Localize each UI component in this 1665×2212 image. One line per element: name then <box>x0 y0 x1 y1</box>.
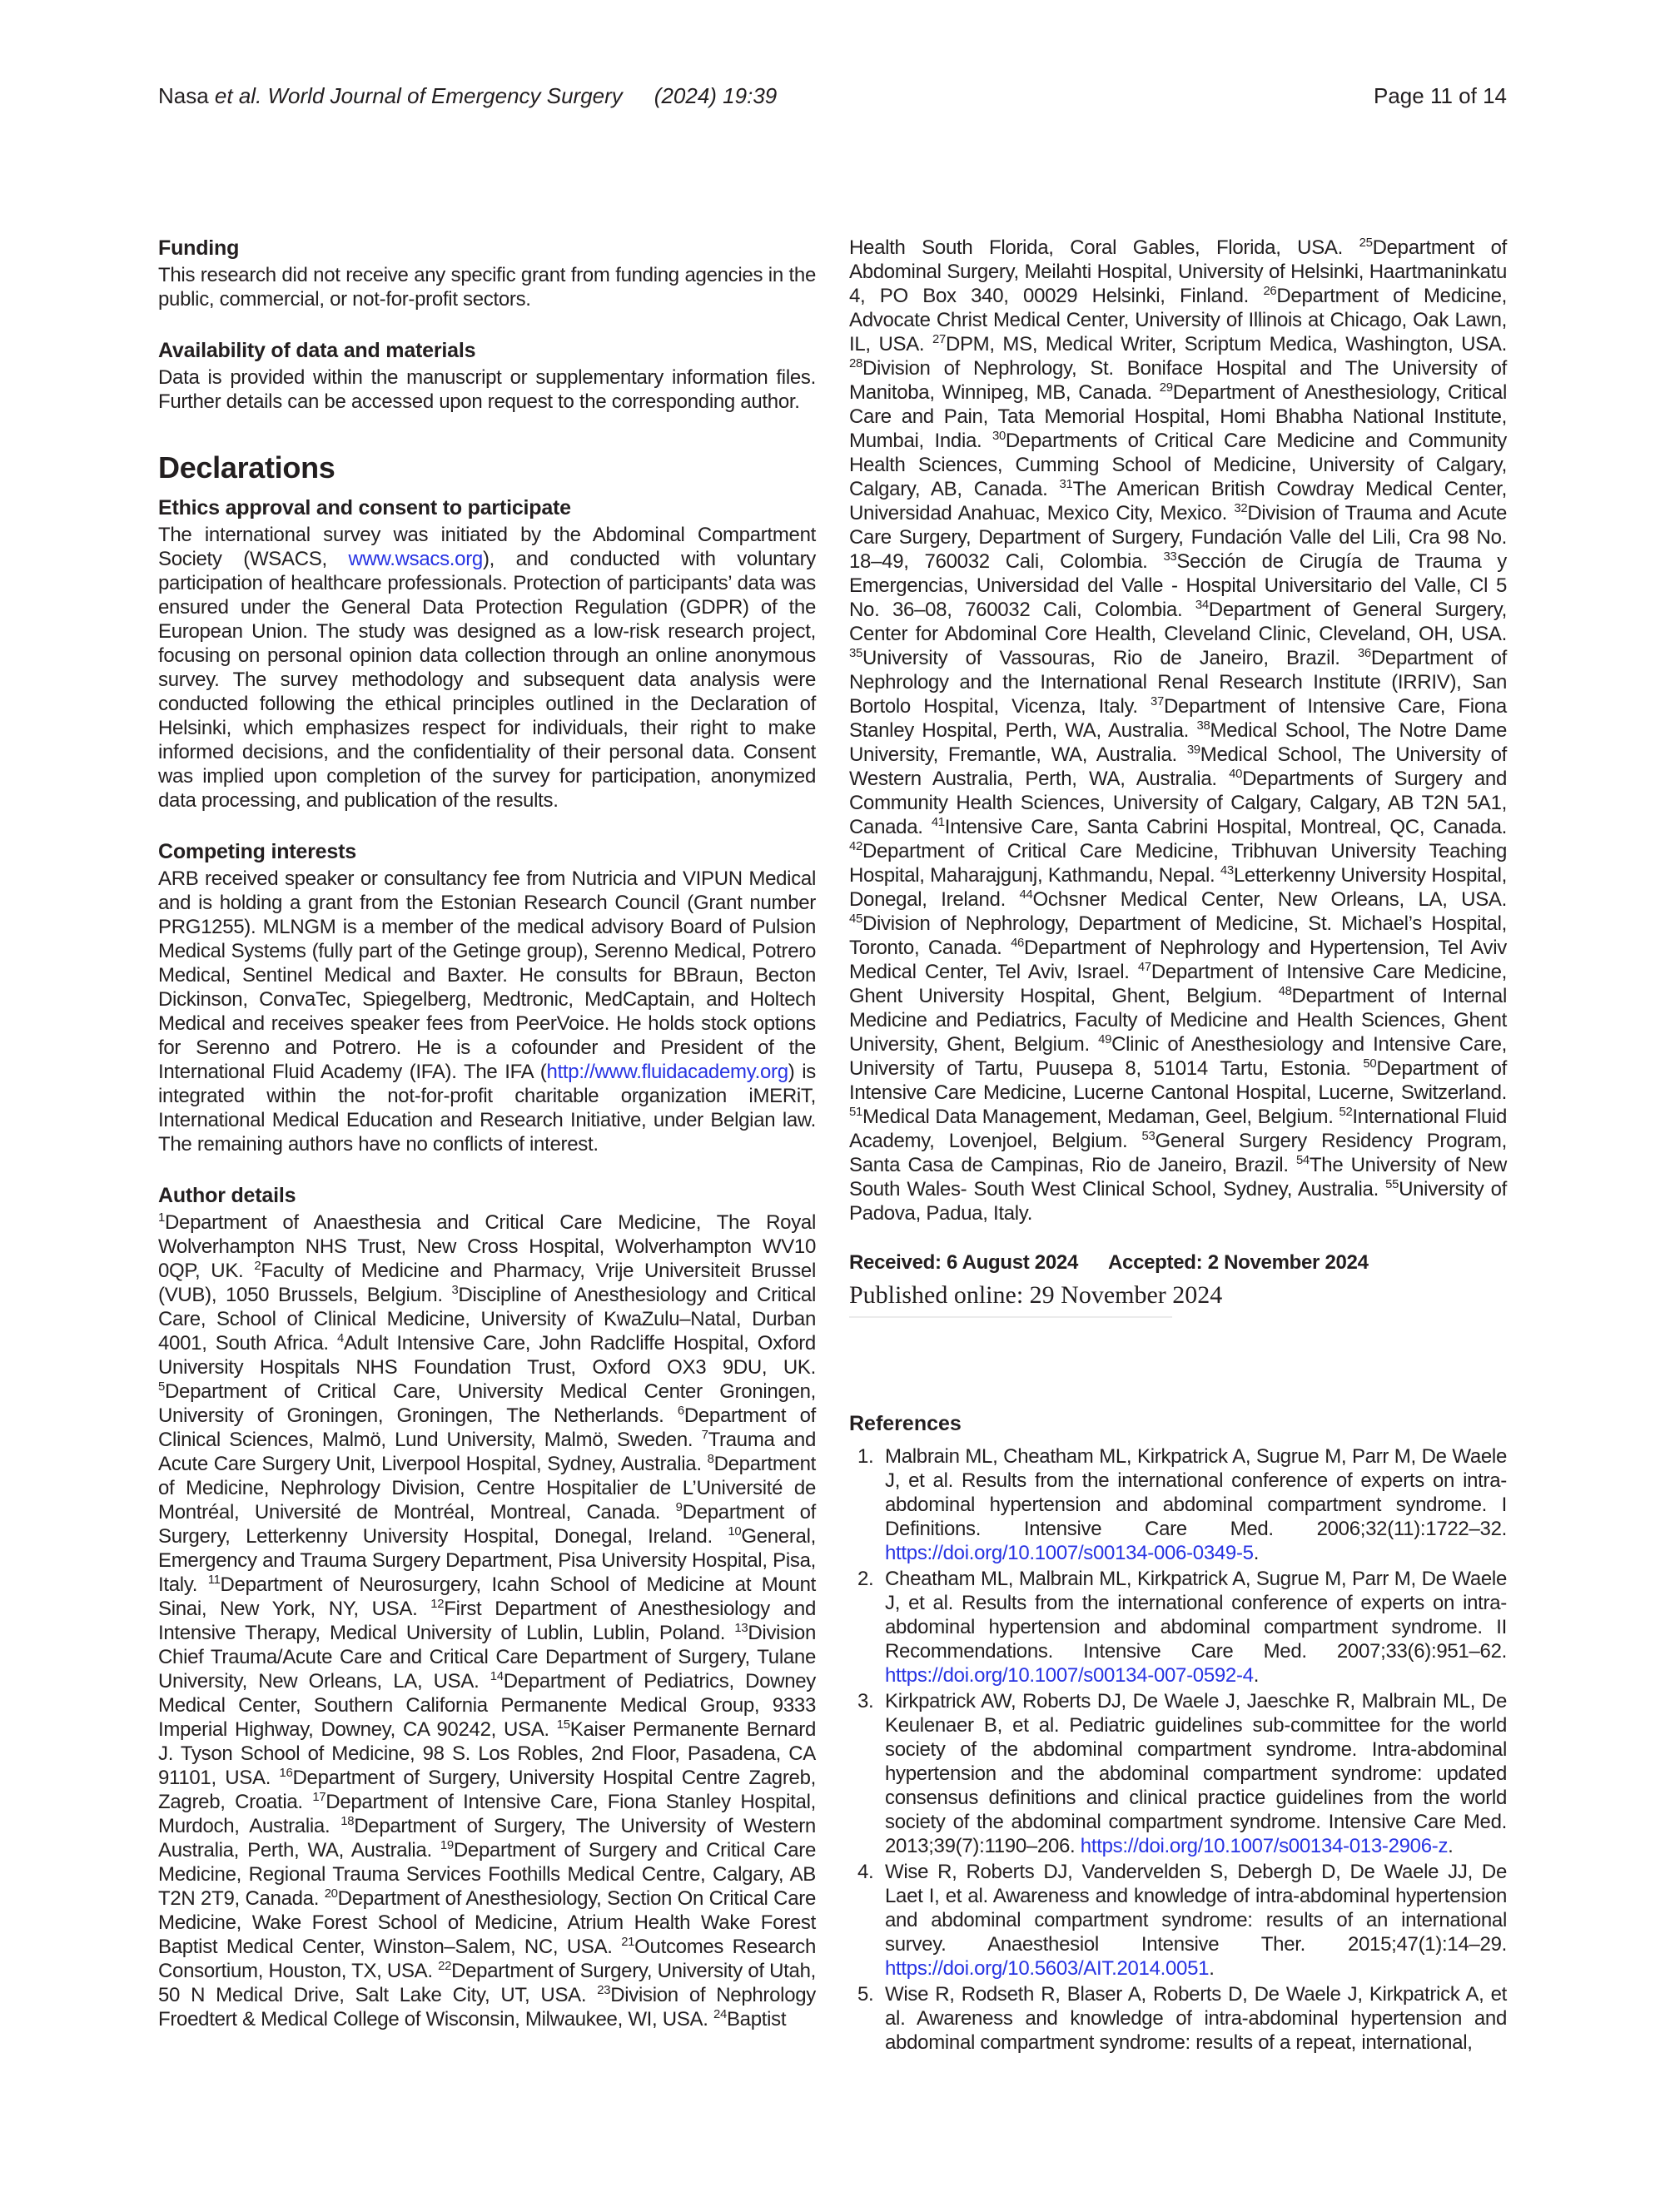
affiliation-superscript: 46 <box>1011 937 1025 950</box>
affiliation-superscript: 29 <box>1159 381 1173 395</box>
affiliation-superscript: 19 <box>440 1839 454 1852</box>
reference-item <box>849 1689 1507 1858</box>
availability-heading: Availability of data and materials <box>158 339 476 362</box>
funding-text: This research did not receive any specific grant from funding agencies in the public, commercial, or not-for-profit sectors. <box>158 264 816 311</box>
affiliation-superscript: 42 <box>849 840 862 853</box>
reference-number: 4. <box>857 1861 874 1883</box>
citation-authors: Nasa <box>158 83 215 108</box>
affiliation-superscript: 13 <box>734 1622 748 1635</box>
reference-item <box>849 1982 1507 2055</box>
right-column <box>849 236 1507 2056</box>
affiliation-superscript: 32 <box>1234 502 1248 515</box>
affiliation-superscript: 33 <box>1163 550 1177 564</box>
affiliation-superscript: 20 <box>324 1887 338 1901</box>
affiliation-superscript: 44 <box>1019 888 1033 902</box>
affiliation-superscript: 9 <box>675 1501 683 1514</box>
page-number: Page 11 of 14 <box>1374 83 1507 108</box>
affiliation-superscript: 49 <box>1098 1033 1112 1046</box>
affiliation-superscript: 40 <box>1229 768 1243 781</box>
affiliation-superscript: 34 <box>1195 599 1209 612</box>
reference-item <box>849 1860 1507 1981</box>
external-link[interactable]: https://doi.org/10.1007/s00134-006-0349-5 <box>885 1542 1254 1564</box>
received-accepted-line <box>849 1250 1507 1275</box>
affiliation-superscript: 27 <box>932 333 946 346</box>
affiliation-superscript: 17 <box>312 1791 326 1804</box>
affiliation-superscript: 24 <box>713 2008 727 2021</box>
affiliation-superscript: 35 <box>849 647 862 660</box>
affiliation-superscript: 18 <box>340 1815 355 1828</box>
affiliation-superscript: 15 <box>556 1718 570 1732</box>
affiliation-superscript: 54 <box>1295 1154 1310 1167</box>
availability-text: Data is provided within the manuscript or supplementary information files. Further details can be accessed upon request to the corresponding author. <box>158 366 816 413</box>
affiliation-superscript: 36 <box>1357 647 1371 660</box>
affiliation-superscript: 23 <box>597 1984 611 1997</box>
citation-issue: (2024) 19:39 <box>654 83 778 108</box>
affiliation-superscript: 21 <box>621 1936 635 1949</box>
affiliation-superscript: 48 <box>1278 985 1292 998</box>
external-link[interactable]: https://doi.org/10.5603/AIT.2014.0051 <box>885 1957 1210 1980</box>
affiliation-superscript: 6 <box>677 1404 684 1418</box>
affiliation-superscript: 53 <box>1141 1130 1156 1143</box>
reference-text: Wise R, Rodseth R, Blaser A, Roberts D, De Waele J, Kirkpatrick A, et al. Awareness and knowledge of intra-abdominal hypertension and abdominal compartment syndrome: results of a repeat, international, <box>885 1983 1507 2054</box>
references-heading: References <box>849 1412 962 1435</box>
author-details-heading: Author details <box>158 1184 296 1207</box>
affiliation-superscript: 51 <box>849 1106 862 1119</box>
author-details-text-part2: Health South Florida, Coral Gables, Florida, USA. $^{25}$Department of Abdominal Surgery, Meilahti Hospital, University of Helsinki, Haartmaninkatu 4, PO Box 340, 00029 Helsinki, Finland. $^{26}$Department of Medicine, Advocate Christ Medical Center, University of Illinois at Chicago, Oak Lawn, IL, USA. $^{27}$DPM, MS, Medical Writer, Scriptum Medica, Washington, USA. $^{28}$Division of Nephrology, St. Boniface Hospital and The University of Manitoba, Winnipeg, MB, Canada. $^{29}$Department of Anesthesiology, Critical Care and Pain, Tata Memorial Hospital, Homi Bhabha National Institute, Mumbai, India. $^{30}$Departments of Critical Care Medicine and Community Health Sciences, Cumming School of Medicine, University of Calgary, Calgary, AB, Canada. $^{31}$The American British Cowdray Medical Center, Universidad Anahuac, Mexico City, Mexico. $^{32}$Division of Trauma and Acute Care Surgery, Department of Surgery, Fundación Valle del Lili, Cra 98 No. 18–49, 760032 Cali, Colombia. $^{33}$Sección de Cirugía de Trauma y Emergencias, Universidad del Valle - Hospital Universitario del Valle, Cl 5 No. 36–08, 760032 Cali, Colombia. $^{34}$Department of General Surgery, Center for Abdominal Core Health, Cleveland Clinic, Cleveland, OH, USA. $^{35}$University of Vassouras, Rio de Janeiro, Brazil. $^{36}$Department of Nephrology and the International Renal Research Institute (IRRIV), San Bortolo Hospital, Vicenza, Italy. $^{37}$Department of Intensive Care, Fiona Stanley Hospital, Perth, WA, Australia. $^{38}$Medical School, The Notre Dame University, Fremantle, WA, Australia. $^{39}$Medical School, The University of Western Australia, Perth, WA, Australia. $^{40}$Departments of Surgery and Community Health Sciences, University of Calgary, Calgary, AB T2N 5A1, Canada. $^{41}$Intensive Care, Santa Cabrini Hospital, Montreal, QC, Canada. $^{42}$Department of Critical Care Medicine, Tribhuvan University Teaching Hospital, Maharajgunj, Kathmandu, Nepal. $^{43}$Letterkenny University Hospital, Donegal, Ireland. $^{44}$Ochsner Medical Center, New Orleans, LA, USA. $^{45}$Division of Nephrology, Department of Medicine, St. Michael’s Hospital, Toronto, Canada. $^{46}$Department of Nephrology and Hypertension, Tel Aviv Medical Center, Tel Aviv, Israel. $^{47}$Department of Intensive Care Medicine, Ghent University Hospital, Ghent, Belgium. $^{48}$Department of Internal Medicine and Pediatrics, Faculty of Medicine and Health Sciences, Ghent University, Ghent, Belgium. $^{49}$Clinic of Anesthesiology and Intensive Care, University of Tartu, Puusepa 8, 51014 Tartu, Estonia. $^{50}$Department of Intensive Care Medicine, Lucerne Cantonal Hospital, Lucerne, Switzerland. $^{51}$Medical Data Management, Medaman, Geel, Belgium. $^{52}$International Fluid Academy, Lovenjoel, Belgium. $^{53}$General Surgery Residency Program, Santa Casa de Campinas, Rio de Janeiro, Brazil. $^{54}$The University of New South Wales- South West Clinical School, Sydney, Australia. $^{55}$University of Padova, Padua, Italy. <box>849 236 1508 1225</box>
published-online-date: Published online: 29 November 2024 <box>849 1281 1223 1309</box>
reference-text: Malbrain ML, Cheatham ML, Kirkpatrick A, Sugrue M, Parr M, De Waele J, et al. Results from the international conference of experts on intra-abdominal hypertension and abdominal compartment syndrome. I Definitions. Intensive Care Med. 2006;32(11):1722–32. https://doi.org/10.1007/s00134-006-0349-5. <box>885 1445 1507 1564</box>
received-date: Received: 6 August 2024 <box>849 1251 1078 1274</box>
published-divider <box>849 1316 1172 1318</box>
reference-text: Wise R, Roberts DJ, Vandervelden S, Debergh D, De Waele JJ, De Laet I, et al. Awareness and knowledge of intra-abdominal hypertension and abdominal compartment syndrome: results of an international survey. Anaesthesiol Intensive Ther. 2015;47(1):14–29. https://doi.org/10.5603/AIT.2014.0051. <box>885 1861 1507 1980</box>
affiliation-superscript: 25 <box>1359 236 1373 250</box>
competing-interests-heading: Competing interests <box>158 840 356 863</box>
left-column <box>158 236 816 2056</box>
affiliation-superscript: 14 <box>490 1670 504 1683</box>
affiliation-superscript: 10 <box>728 1525 742 1538</box>
two-column-body <box>158 236 1507 2056</box>
reference-number: 2. <box>857 1568 874 1590</box>
affiliation-superscript: 11 <box>207 1573 221 1587</box>
affiliation-superscript: 5 <box>158 1380 165 1394</box>
reference-number: 1. <box>857 1445 874 1468</box>
external-link[interactable]: https://doi.org/10.1007/s00134-013-2906-z <box>1080 1835 1449 1857</box>
funding-heading: Funding <box>158 236 240 260</box>
affiliation-superscript: 16 <box>279 1767 293 1780</box>
affiliation-superscript: 2 <box>254 1260 261 1273</box>
declarations-heading: Declarations <box>158 450 335 485</box>
affiliation-superscript: 41 <box>931 816 945 829</box>
references-list <box>849 1444 1507 2055</box>
reference-text: Cheatham ML, Malbrain ML, Kirkpatrick A, Sugrue M, Parr M, De Waele J, et al. Results from the international conference of experts on intra-abdominal hypertension and abdominal compartment syndrome. II Recommendations. Intensive Care Med. 2007;33(6):951–62. https://doi.org/10.1007/s00134-007-0592-4. <box>885 1568 1507 1687</box>
reference-number: 3. <box>857 1690 874 1712</box>
affiliation-superscript: 45 <box>849 912 862 926</box>
ethics-text: The international survey was initiated by the Abdominal Compartment Society (WSACS, www.wsacs.org), and conducted with voluntary participation of healthcare professionals. Protection of participants’ data was ensured under the General Data Protection Regulation (GDPR) of the European Union. The study was designed as a low-risk research project, focusing on personal opinion data collection through an online anonymous survey. The survey methodology and subsequent data analysis were conducted following the ethical principles outlined in the Declaration of Helsinki, which emphasizes respect for individuals, their right to make informed decisions, and the confidentiality of their personal data. Consent was implied upon completion of the survey for participation, anonymized data processing, and publication of the results. <box>158 524 816 812</box>
external-link[interactable]: www.wsacs.org <box>348 548 483 570</box>
affiliation-superscript: 43 <box>1220 864 1234 877</box>
affiliation-superscript: 39 <box>1186 743 1200 757</box>
affiliation-superscript: 47 <box>1137 961 1151 974</box>
affiliation-superscript: 22 <box>438 1960 452 1973</box>
ethics-heading: Ethics approval and consent to participate <box>158 496 571 519</box>
external-link[interactable]: http://www.fluidacademy.org <box>546 1061 788 1083</box>
competing-interests-text: ARB received speaker or consultancy fee from Nutricia and VIPUN Medical and is holding a grant from the Estonian Research Council (Grant number PRG1255). MLNGM is a member of the medical advisory Board of Pulsion Medical Systems (fully part of the Getinge group), Serenno Medical, Potrero Medical, Sentinel Medical and Baxter. He consults for BBraun, Becton Dickinson, ConvaTec, Spiegelberg, Medtronic, MedCaptain, and Holtech Medical and receives speaker fees from PeerVoice. He holds stock options for Serenno and Potrero. He is a cofounder and President of the International Fluid Academy (IFA). The IFA (http://www.fluidacademy.org) is integrated within the not-for-profit charitable organization iMERiT, International Medical Education and Research Initiative, under Belgian law. The remaining authors have no conflicts of interest. <box>158 867 817 1156</box>
accepted-date: Accepted: 2 November 2024 <box>1108 1251 1369 1274</box>
affiliation-superscript: 31 <box>1059 478 1073 491</box>
affiliation-superscript: 55 <box>1385 1178 1399 1191</box>
reference-item <box>849 1444 1507 1565</box>
affiliation-superscript: 52 <box>1339 1106 1353 1119</box>
affiliation-superscript: 38 <box>1196 719 1210 733</box>
affiliation-superscript: 26 <box>1263 285 1277 298</box>
affiliation-superscript: 37 <box>1151 695 1164 708</box>
reference-number: 5. <box>857 1983 874 2006</box>
affiliation-superscript: 1 <box>158 1211 165 1225</box>
affiliation-superscript: 8 <box>707 1453 714 1466</box>
running-citation <box>158 83 777 108</box>
affiliation-superscript: 3 <box>451 1284 459 1297</box>
author-details-text-part1: $^1$Department of Anaesthesia and Critical Care Medicine, The Royal Wolverhampton NHS Trust, New Cross Hospital, Wolverhampton WV10 0QP, UK. $^2$Faculty of Medicine and Pharmacy, Vrije Universiteit Brussel (VUB), 1050 Brussels, Belgium. $^3$Discipline of Anesthesiology and Critical Care, School of Clinical Medicine, University of KwaZulu–Natal, Durban 4001, South Africa. $^4$Adult Intensive Care, John Radcliffe Hospital, Oxford University Hospitals NHS Foundation Trust, Oxford OX3 9DU, UK. $^5$Department of Critical Care, University Medical Center Groningen, University of Groningen, Groningen, The Netherlands. $^6$Department of Clinical Sciences, Malmö, Lund University, Malmö, Sweden. $^7$Trauma and Acute Care Surgery Unit, Liverpool Hospital, Sydney, Australia. $^8$Department of Medicine, Nephrology Division, Centre Hospitalier de L’Université de Montréal, Université de Montréal, Montreal, Canada. $^9$Department of Surgery, Letterkenny University Hospital, Donegal, Ireland. $^{10}$General, Emergency and Trauma Surgery Department, Pisa University Hospital, Pisa, Italy. $^{11}$Department of Neurosurgery, Icahn School of Medicine at Mount Sinai, New York, NY, USA. $^{12}$First Department of Anesthesiology and Intensive Therapy, Medical University of Lublin, Lublin, Poland. $^{13}$Division Chief Trauma/Acute Care and Critical Care Department of Surgery, Tulane University, New Orleans, LA, USA. $^{14}$Department of Pediatrics, Downey Medical Center, Southern California Permanente Medical Group, 9333 Imperial Highway, Downey, CA 90242, USA. $^{15}$Kaiser Permanente Bernard J. Tyson School of Medicine, 98 S. Los Robles, 2nd Floor, Pasadena, CA 91101, USA. $^{16}$Department of Surgery, University Hospital Centre Zagreb, Zagreb, Croatia. $^{17}$Department of Intensive Care, Fiona Stanley Hospital, Murdoch, Australia. $^{18}$Department of Surgery, The University of Western Australia, Perth, WA, Australia. $^{19}$Department of Surgery and Critical Care Medicine, Regional Trauma Services Foothills Medical Centre, Calgary, AB T2N 2T9, Canada. $^{20}$Department of Anesthesiology, Section On Critical Care Medicine, Wake Forest School of Medicine, Atrium Health Wake Forest Baptist Medical Center, Winston–Salem, NC, USA. $^{21}$Outcomes Research Consortium, Houston, TX, USA. $^{22}$Department of Surgery, University of Utah, 50 N Medical Drive, Salt Lake City, UT, USA. $^{23}$Division of Nephrology Froedtert & Medical College of Wisconsin, Milwaukee, WI, USA. $^{24}$Baptist <box>158 1211 817 2031</box>
citation-journal: et al. World Journal of Emergency Surgery <box>214 83 623 108</box>
affiliation-superscript: 50 <box>1363 1057 1377 1071</box>
affiliation-superscript: 12 <box>430 1598 445 1611</box>
affiliation-superscript: 4 <box>337 1332 344 1345</box>
running-header <box>158 83 1507 108</box>
reference-text: Kirkpatrick AW, Roberts DJ, De Waele J, Jaeschke R, Malbrain ML, De Keulenaer B, et al. Pediatric guidelines sub-committee for the world society of the abdominal compartment syndrome. Intra-abdominal hypertension and the abdominal compartment syndrome: updated consensus definitions and clinical practice guidelines from the world society of the abdominal compartment syndrome. Intensive Care Med. 2013;39(7):1190–206. https://doi.org/10.1007/s00134-013-2906-z. <box>885 1690 1507 1857</box>
external-link[interactable]: https://doi.org/10.1007/s00134-007-0592-4 <box>885 1664 1254 1687</box>
affiliation-superscript: 7 <box>701 1429 708 1442</box>
affiliation-superscript: 30 <box>992 430 1006 443</box>
affiliation-superscript: 28 <box>849 357 862 370</box>
reference-item <box>849 1567 1507 1688</box>
